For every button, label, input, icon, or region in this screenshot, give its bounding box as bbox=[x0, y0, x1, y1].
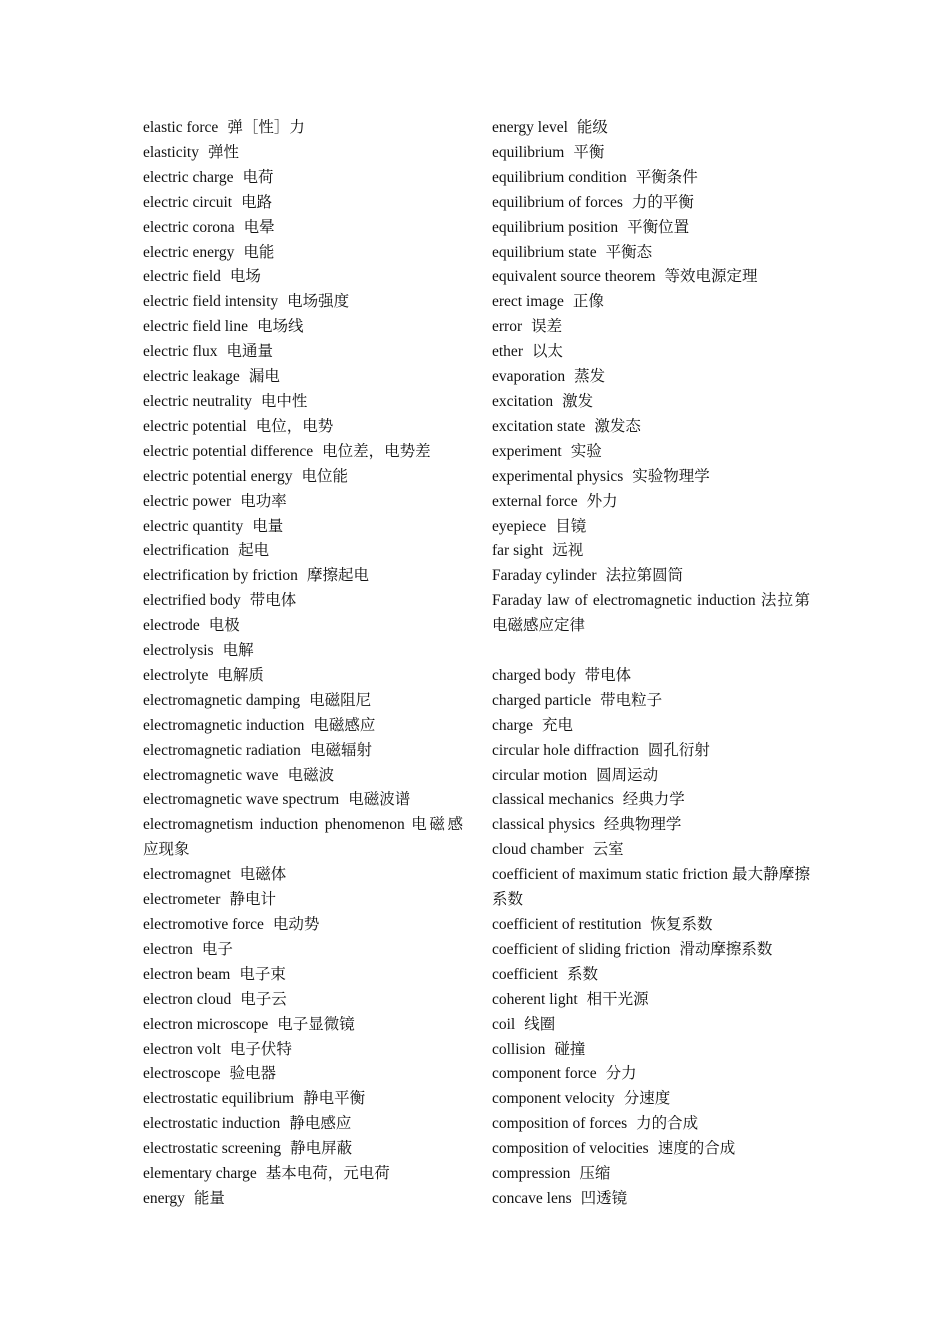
blank-line bbox=[492, 639, 810, 664]
glossary-entry bbox=[492, 515, 810, 540]
glossary-entry bbox=[143, 589, 463, 614]
glossary-entry bbox=[492, 191, 810, 216]
english-term: electromagnet bbox=[143, 866, 231, 884]
english-term: component velocity bbox=[492, 1090, 615, 1108]
chinese-translation: 电动势 bbox=[272, 916, 320, 933]
chinese-translation: 恢复系数 bbox=[650, 915, 713, 933]
glossary-entry bbox=[492, 340, 810, 365]
glossary-entry bbox=[492, 1112, 810, 1137]
chinese-translation: 以太 bbox=[531, 343, 563, 361]
glossary-entry bbox=[143, 315, 463, 340]
glossary-entry bbox=[492, 415, 810, 440]
chinese-translation: 法拉第圆筒 bbox=[605, 567, 684, 585]
english-term: circular hole diffraction bbox=[492, 741, 639, 759]
chinese-translation: 误差 bbox=[531, 318, 563, 336]
english-term: electric circuit bbox=[143, 193, 233, 211]
chinese-translation: 电晕 bbox=[243, 218, 275, 236]
glossary-entry bbox=[143, 913, 463, 938]
chinese-translation: 电磁体 bbox=[239, 866, 287, 884]
glossary-entry bbox=[492, 315, 810, 340]
english-term: concave lens bbox=[492, 1189, 572, 1207]
chinese-translation: 静电平衡 bbox=[303, 1090, 366, 1108]
glossary-entry bbox=[492, 539, 810, 564]
glossary-entry bbox=[143, 714, 463, 739]
glossary-entry bbox=[492, 764, 810, 789]
chinese-translation: 电磁辐射 bbox=[309, 741, 372, 759]
english-term: elastic force bbox=[143, 119, 219, 136]
chinese-translation: 弹［性］力 bbox=[227, 119, 305, 136]
glossary-entry bbox=[143, 764, 463, 789]
glossary-entry bbox=[492, 988, 810, 1013]
glossary-entry bbox=[492, 440, 810, 465]
chinese-translation: 电路 bbox=[241, 193, 273, 211]
english-term: equilibrium of forces bbox=[492, 193, 623, 211]
english-term: circular motion bbox=[492, 766, 588, 784]
chinese-translation: 电位能 bbox=[301, 467, 348, 485]
chinese-translation: 起电 bbox=[238, 542, 270, 560]
english-term: electric leakage bbox=[143, 368, 240, 386]
glossary-entry bbox=[492, 1087, 810, 1112]
chinese-translation: 电解 bbox=[222, 642, 254, 660]
chinese-translation: 电极 bbox=[208, 617, 240, 635]
chinese-translation: 法拉第电磁感应定律 bbox=[492, 592, 810, 635]
glossary-entry bbox=[492, 116, 810, 141]
english-term: electron cloud bbox=[143, 990, 232, 1008]
english-term: excitation state bbox=[492, 417, 586, 435]
english-term: Faraday cylinder bbox=[492, 567, 597, 585]
english-term: electric field intensity bbox=[143, 293, 279, 311]
chinese-translation: 碰撞 bbox=[554, 1040, 586, 1058]
english-term: electrified body bbox=[143, 592, 241, 610]
glossary-entry bbox=[143, 490, 463, 515]
chinese-translation: 平衡条件 bbox=[635, 168, 698, 186]
english-term: coefficient of sliding friction bbox=[492, 940, 671, 958]
glossary-entry bbox=[143, 465, 463, 490]
glossary-entry bbox=[492, 1137, 810, 1162]
glossary-entry bbox=[492, 1038, 810, 1063]
chinese-translation: 实验 bbox=[570, 442, 602, 460]
chinese-translation: 验电器 bbox=[229, 1065, 276, 1083]
glossary-entry bbox=[143, 1013, 463, 1038]
english-term: electrode bbox=[143, 617, 200, 635]
glossary-entry bbox=[492, 390, 810, 415]
english-term: composition of forces bbox=[492, 1115, 628, 1133]
chinese-translation: 平衡 bbox=[573, 143, 605, 161]
english-term: electron microscope bbox=[143, 1015, 269, 1033]
chinese-translation: 电荷 bbox=[242, 168, 274, 186]
chinese-translation: 线圈 bbox=[524, 1015, 556, 1033]
chinese-translation: 圆孔衍射 bbox=[647, 741, 710, 759]
chinese-translation: 外力 bbox=[586, 492, 618, 510]
glossary-entry bbox=[143, 440, 463, 465]
chinese-translation: 正像 bbox=[572, 293, 604, 311]
chinese-translation: 电子云 bbox=[240, 990, 287, 1008]
glossary-entry bbox=[492, 963, 810, 988]
english-term: electrostatic screening bbox=[143, 1140, 282, 1158]
chinese-translation: 电解质 bbox=[217, 666, 264, 684]
english-term: coherent light bbox=[492, 990, 578, 1008]
glossary-entry bbox=[143, 664, 463, 689]
chinese-translation: 带电体 bbox=[584, 666, 632, 684]
chinese-translation: 云室 bbox=[592, 841, 624, 859]
english-term: charge bbox=[492, 716, 534, 734]
glossary-entry bbox=[492, 1187, 810, 1212]
glossary-entry bbox=[492, 490, 810, 515]
chinese-translation: 电中性 bbox=[260, 392, 308, 410]
english-term: electromagnetic wave bbox=[143, 766, 279, 784]
english-term: equivalent source theorem bbox=[492, 268, 656, 286]
english-term: far sight bbox=[492, 542, 544, 560]
chinese-translation: 电子 bbox=[201, 940, 233, 958]
english-term: electric charge bbox=[143, 168, 234, 186]
glossary-entry bbox=[492, 265, 810, 290]
glossary-entry bbox=[492, 689, 810, 714]
chinese-translation: 电子伏特 bbox=[229, 1040, 292, 1058]
chinese-translation: 分力 bbox=[605, 1065, 637, 1083]
glossary-entry bbox=[143, 191, 463, 216]
english-term: elasticity bbox=[143, 143, 199, 161]
english-term: ether bbox=[492, 343, 523, 361]
chinese-translation: 电通量 bbox=[226, 343, 273, 361]
glossary-entry bbox=[492, 1013, 810, 1038]
english-term: charged particle bbox=[492, 691, 592, 709]
chinese-translation: 激发态 bbox=[594, 417, 641, 435]
english-term: collision bbox=[492, 1040, 546, 1058]
chinese-translation: 力的平衡 bbox=[631, 193, 694, 211]
chinese-translation: 力的合成 bbox=[636, 1115, 699, 1133]
chinese-translation: 经典力学 bbox=[622, 791, 685, 809]
glossary-entry bbox=[492, 166, 810, 191]
glossary-entry bbox=[143, 290, 463, 315]
chinese-translation: 远视 bbox=[552, 542, 584, 560]
english-term: electromagnetic wave spectrum bbox=[143, 791, 340, 809]
english-term: experiment bbox=[492, 442, 562, 460]
english-term: electrolysis bbox=[143, 642, 214, 660]
glossary-entry bbox=[143, 1112, 463, 1137]
glossary-entry bbox=[143, 241, 463, 266]
english-term: classical physics bbox=[492, 816, 595, 834]
glossary-entry bbox=[143, 515, 463, 540]
english-term: electric energy bbox=[143, 243, 235, 261]
chinese-translation: 电功率 bbox=[240, 492, 287, 510]
english-term: electrification by friction bbox=[143, 567, 298, 585]
glossary-entry bbox=[492, 838, 810, 863]
glossary-entry bbox=[492, 739, 810, 764]
glossary-entry bbox=[143, 614, 463, 639]
english-term: electric field bbox=[143, 268, 221, 286]
english-term: coefficient of restitution bbox=[492, 915, 642, 933]
chinese-translation: 弹性 bbox=[207, 143, 239, 161]
chinese-translation: 电磁感应现象 bbox=[143, 816, 464, 859]
english-term: electrostatic equilibrium bbox=[143, 1090, 295, 1108]
chinese-translation: 电磁波谱 bbox=[348, 791, 411, 809]
chinese-translation: 静电计 bbox=[229, 891, 276, 909]
chinese-translation: 电量 bbox=[252, 517, 284, 535]
glossary-entry bbox=[143, 216, 463, 241]
chinese-translation: 电子束 bbox=[239, 965, 286, 983]
glossary-entry bbox=[143, 1187, 463, 1212]
glossary-entry bbox=[143, 1162, 463, 1187]
english-term: energy level bbox=[492, 119, 568, 136]
english-term: electromagnetic induction bbox=[143, 716, 305, 734]
glossary-entry bbox=[492, 141, 810, 166]
chinese-translation: 电磁阻尼 bbox=[309, 691, 372, 709]
chinese-translation: 电磁感应 bbox=[313, 716, 376, 734]
english-term: electric corona bbox=[143, 218, 235, 236]
chinese-translation: 平衡态 bbox=[605, 243, 653, 261]
english-term: electric flux bbox=[143, 343, 218, 361]
glossary-entry bbox=[143, 813, 463, 863]
english-term: electron bbox=[143, 940, 193, 958]
chinese-translation: 速度的合成 bbox=[657, 1140, 736, 1158]
glossary-entry bbox=[492, 714, 810, 739]
english-term: electrification bbox=[143, 542, 230, 560]
glossary-entry bbox=[143, 390, 463, 415]
glossary-entry bbox=[143, 639, 463, 664]
glossary-entry bbox=[143, 415, 463, 440]
english-term: electric field line bbox=[143, 318, 248, 336]
english-term: electric power bbox=[143, 492, 232, 510]
english-term: compression bbox=[492, 1165, 571, 1183]
chinese-translation: 电位，电势 bbox=[255, 417, 334, 435]
glossary-entry bbox=[143, 988, 463, 1013]
chinese-translation: 电场强度 bbox=[287, 293, 350, 311]
english-term: Faraday law of electromagnetic induction bbox=[492, 592, 756, 610]
chinese-translation: 电位差，电势差 bbox=[322, 442, 431, 460]
glossary-entry bbox=[143, 1137, 463, 1162]
glossary-entry bbox=[143, 340, 463, 365]
glossary-entry bbox=[143, 888, 463, 913]
glossary-entry bbox=[143, 564, 463, 589]
chinese-translation: 带电粒子 bbox=[600, 691, 663, 709]
english-term: electroscope bbox=[143, 1065, 221, 1083]
glossary-entry bbox=[143, 365, 463, 390]
glossary-entry bbox=[492, 913, 810, 938]
english-term: coefficient of maximum static friction bbox=[492, 866, 729, 884]
english-term: coil bbox=[492, 1015, 516, 1033]
glossary-entry bbox=[143, 539, 463, 564]
english-term: energy bbox=[143, 1189, 185, 1207]
chinese-translation: 目镜 bbox=[555, 517, 587, 535]
english-term: equilibrium condition bbox=[492, 168, 627, 186]
glossary-entry bbox=[492, 216, 810, 241]
english-term: classical mechanics bbox=[492, 791, 614, 809]
english-term: electromagnetic damping bbox=[143, 691, 301, 709]
english-term: electric potential difference bbox=[143, 442, 314, 460]
glossary-entry bbox=[143, 265, 463, 290]
chinese-translation: 电场 bbox=[229, 268, 261, 286]
english-term: equilibrium state bbox=[492, 243, 597, 261]
chinese-translation: 平衡位置 bbox=[627, 218, 690, 236]
chinese-translation: 电能 bbox=[243, 243, 275, 261]
glossary-entry bbox=[143, 1087, 463, 1112]
glossary-entry bbox=[492, 664, 810, 689]
chinese-translation: 带电体 bbox=[249, 592, 297, 610]
glossary-entry bbox=[143, 1062, 463, 1087]
chinese-translation: 充电 bbox=[542, 716, 574, 734]
english-term: electron beam bbox=[143, 965, 231, 983]
chinese-translation: 激发 bbox=[562, 392, 594, 410]
english-term: coefficient bbox=[492, 965, 558, 983]
glossary-entry bbox=[492, 365, 810, 390]
chinese-translation: 压缩 bbox=[579, 1165, 611, 1183]
chinese-translation: 电磁波 bbox=[287, 766, 335, 784]
chinese-translation: 基本电荷，元电荷 bbox=[265, 1165, 390, 1183]
glossary-entry bbox=[143, 863, 463, 888]
chinese-translation: 蒸发 bbox=[574, 368, 606, 386]
chinese-translation: 经典物理学 bbox=[603, 816, 682, 834]
chinese-translation: 摩擦起电 bbox=[306, 567, 369, 585]
glossary-entry bbox=[143, 1038, 463, 1063]
chinese-translation: 电场线 bbox=[257, 318, 304, 336]
english-term: evaporation bbox=[492, 368, 566, 386]
chinese-translation: 滑动摩擦系数 bbox=[679, 940, 773, 958]
english-term: electrolyte bbox=[143, 666, 209, 684]
chinese-translation: 能级 bbox=[576, 119, 608, 136]
chinese-translation: 相干光源 bbox=[586, 990, 649, 1008]
glossary-entry bbox=[143, 141, 463, 166]
glossary-entry bbox=[143, 116, 463, 141]
glossary-entry bbox=[143, 689, 463, 714]
english-term: electric quantity bbox=[143, 517, 244, 535]
english-term: charged body bbox=[492, 666, 576, 684]
glossary-entry bbox=[492, 290, 810, 315]
glossary-entry bbox=[492, 863, 810, 913]
glossary-entry bbox=[143, 788, 463, 813]
glossary-entry bbox=[143, 938, 463, 963]
english-term: electron volt bbox=[143, 1040, 221, 1058]
english-term: electric potential energy bbox=[143, 467, 293, 485]
chinese-translation: 系数 bbox=[566, 965, 598, 983]
glossary-right-column bbox=[492, 116, 810, 1212]
glossary-entry bbox=[492, 813, 810, 838]
english-term: electromagnetic radiation bbox=[143, 741, 301, 759]
glossary-left-column bbox=[143, 116, 463, 1212]
glossary-entry bbox=[492, 241, 810, 266]
chinese-translation: 静电屏蔽 bbox=[290, 1140, 353, 1158]
english-term: equilibrium bbox=[492, 143, 565, 161]
glossary-entry bbox=[492, 465, 810, 490]
english-term: error bbox=[492, 318, 523, 336]
english-term: electrometer bbox=[143, 891, 221, 909]
english-term: electromotive force bbox=[143, 916, 264, 933]
chinese-translation: 最大静摩擦系数 bbox=[492, 866, 810, 909]
english-term: erect image bbox=[492, 293, 564, 311]
chinese-translation: 凹透镜 bbox=[580, 1189, 628, 1207]
english-term: electrostatic induction bbox=[143, 1115, 281, 1133]
chinese-translation: 漏电 bbox=[248, 368, 280, 386]
glossary-entry bbox=[143, 166, 463, 191]
chinese-translation: 分速度 bbox=[623, 1090, 671, 1108]
chinese-translation: 静电感应 bbox=[289, 1115, 352, 1133]
glossary-entry bbox=[492, 1162, 810, 1187]
english-term: component force bbox=[492, 1065, 597, 1083]
english-term: cloud chamber bbox=[492, 841, 584, 859]
english-term: excitation bbox=[492, 392, 554, 410]
english-term: electromagnetism induction phenomenon bbox=[143, 816, 405, 834]
english-term: equilibrium position bbox=[492, 218, 619, 236]
chinese-translation: 圆周运动 bbox=[596, 766, 659, 784]
chinese-translation: 能量 bbox=[193, 1189, 225, 1207]
glossary-entry bbox=[492, 938, 810, 963]
english-term: experimental physics bbox=[492, 467, 624, 485]
chinese-translation: 等效电源定理 bbox=[664, 268, 758, 286]
english-term: electric neutrality bbox=[143, 392, 252, 410]
english-term: composition of velocities bbox=[492, 1140, 649, 1158]
glossary-entry bbox=[143, 963, 463, 988]
chinese-translation: 实验物理学 bbox=[632, 467, 710, 485]
english-term: external force bbox=[492, 492, 578, 510]
glossary-entry bbox=[492, 564, 810, 589]
chinese-translation: 电子显微镜 bbox=[277, 1015, 355, 1033]
english-term: eyepiece bbox=[492, 517, 547, 535]
glossary-entry bbox=[492, 1062, 810, 1087]
english-term: elementary charge bbox=[143, 1165, 257, 1183]
glossary-entry bbox=[492, 788, 810, 813]
glossary-entry bbox=[492, 589, 810, 639]
glossary-entry bbox=[143, 739, 463, 764]
english-term: electric potential bbox=[143, 417, 247, 435]
